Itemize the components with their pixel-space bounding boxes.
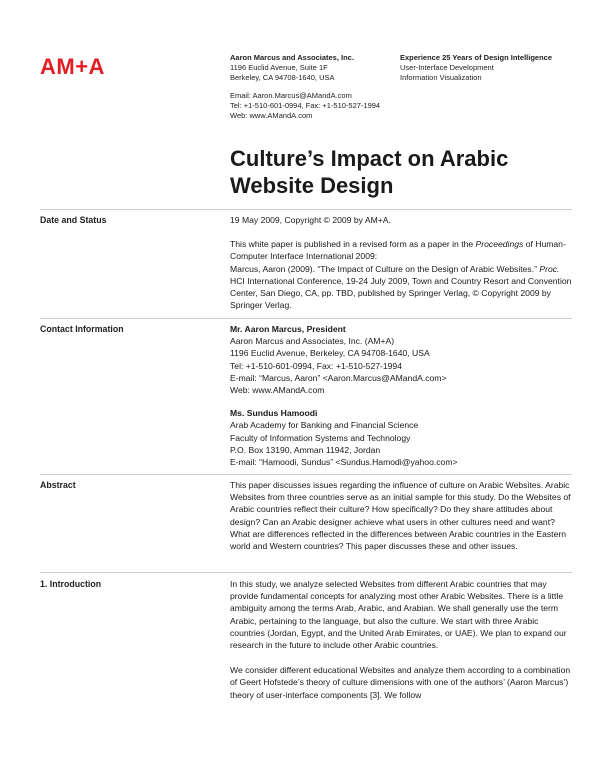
section-body-date [230, 214, 572, 311]
contact-person1-email[interactable]: E-mail: “Marcus, Aaron” <Aaron.Marcus@AMandA.com> [230, 372, 447, 383]
publication-paragraph: This white paper is published in a revised form as a paper in the Proceedings of Human-Computer Interface International 2009: [230, 239, 566, 262]
title-line1: Culture’s Impact on Arabic [230, 146, 509, 171]
section-label-contact: Contact Information [40, 324, 124, 334]
divider [40, 209, 572, 210]
section-label-introduction: 1. Introduction [40, 579, 102, 589]
divider [40, 318, 572, 319]
contact-person2-line: Arab Academy for Banking and Financial Science [230, 420, 419, 431]
contact-person1-line: 1196 Euclid Avenue, Berkeley, CA 94708-1640, USA [230, 348, 430, 359]
contact-person1-web[interactable]: Web: www.AMandA.com [230, 385, 325, 396]
contact-person2-line: P.O. Box 13190, Amman 11942, Jordan [230, 444, 381, 455]
company-address-line2: Berkeley, CA 94708-1640, USA [230, 72, 335, 82]
contact-person2-line: Faculty of Information Systems and Technology [230, 432, 411, 443]
divider [40, 474, 572, 475]
contact-person1-line: Aaron Marcus and Associates, Inc. (AM+A) [230, 336, 395, 347]
introduction-paragraph: We consider different educational Websites and analyze them according to a combination of Geert Hofstede’s theory of culture dimensions with one of the authors’ (Aaron Marcus’) theory of user-interface components [3]. We follow [230, 665, 571, 700]
divider [40, 572, 572, 573]
section-body-introduction [230, 578, 572, 701]
abstract-paragraph: This paper discusses issues regarding the influence of culture on Arabic Websites. Arabic Websites from three countries serve as an initial sample for this study. Do the Websites of Arabic countries reflect their culture? How specifically? Do they share attitudes about design? Can an Arabic designer achieve what users in other cultures need and want? What are differences reflected in the differences between Arabic countries in the Eastern world and Western countries? This paper discusses these and other issues. [230, 480, 571, 552]
company-name: Aaron Marcus and Associates, Inc. [230, 53, 354, 62]
introduction-paragraph: In this study, we analyze selected Websites from different Arabic countries that may provide fundamental concepts for analyzing most other Arabic Websites. There is a little ambiguity among the terms Arab, Arabic, and Arabian. We shall generally use the term Arabic, pertaining to the language, but also the culture. We start with three Arabic countries (Jordan, Egypt, and the United Arab Emirates, or UAE). We plan to expand our research in the future to include other Arabic countries. [230, 579, 567, 651]
company-web[interactable]: Web: www.AMandA.com [230, 110, 313, 120]
tagline-block [400, 53, 580, 82]
section-label-date: Date and Status [40, 215, 107, 225]
company-address-block [230, 53, 390, 121]
contact-person1-name: Mr. Aaron Marcus, President [230, 324, 346, 334]
tagline-line2: Information Visualization [400, 72, 482, 82]
citation-paragraph: Marcus, Aaron (2009). “The Impact of Culture on the Design of Arabic Websites.” Proc. HCI International Conference, 19-24 July 2009, Town and Country Resort and Convention Center, San Diego, CA, pp. TBD, published by Springer Verlag, © Copyright 2009 by Springer Verlag. [230, 263, 572, 311]
tagline-line1: User-Interface Development [400, 62, 494, 72]
company-address-line1: 1196 Euclid Avenue, Suite 1F [230, 62, 328, 72]
date-line: 19 May 2009, Copyright © 2009 by AM+A. [230, 215, 391, 225]
contact-person1-line: Tel: +1-510-601-0994, Fax: +1-510-527-1994 [230, 360, 402, 371]
contact-person2-email[interactable]: E-mail: “Hamoodi, Sundus” <Sundus.Hamodi@yahoo.com> [230, 457, 458, 468]
company-logo: AM+A [40, 54, 105, 79]
tagline-headline: Experience 25 Years of Design Intelligence [400, 53, 553, 62]
document-title [230, 145, 570, 199]
section-body-contact [230, 323, 572, 468]
company-phone: Tel: +1-510-601-0994, Fax: +1-510-527-1994 [230, 101, 381, 111]
contact-person2-name: Ms. Sundus Hamoodi [230, 408, 318, 419]
section-body-abstract [230, 479, 572, 552]
company-email[interactable]: Email: Aaron.Marcus@AMandA.com [230, 91, 352, 101]
title-line2: Website Design [230, 173, 394, 198]
section-label-abstract: Abstract [40, 480, 76, 490]
